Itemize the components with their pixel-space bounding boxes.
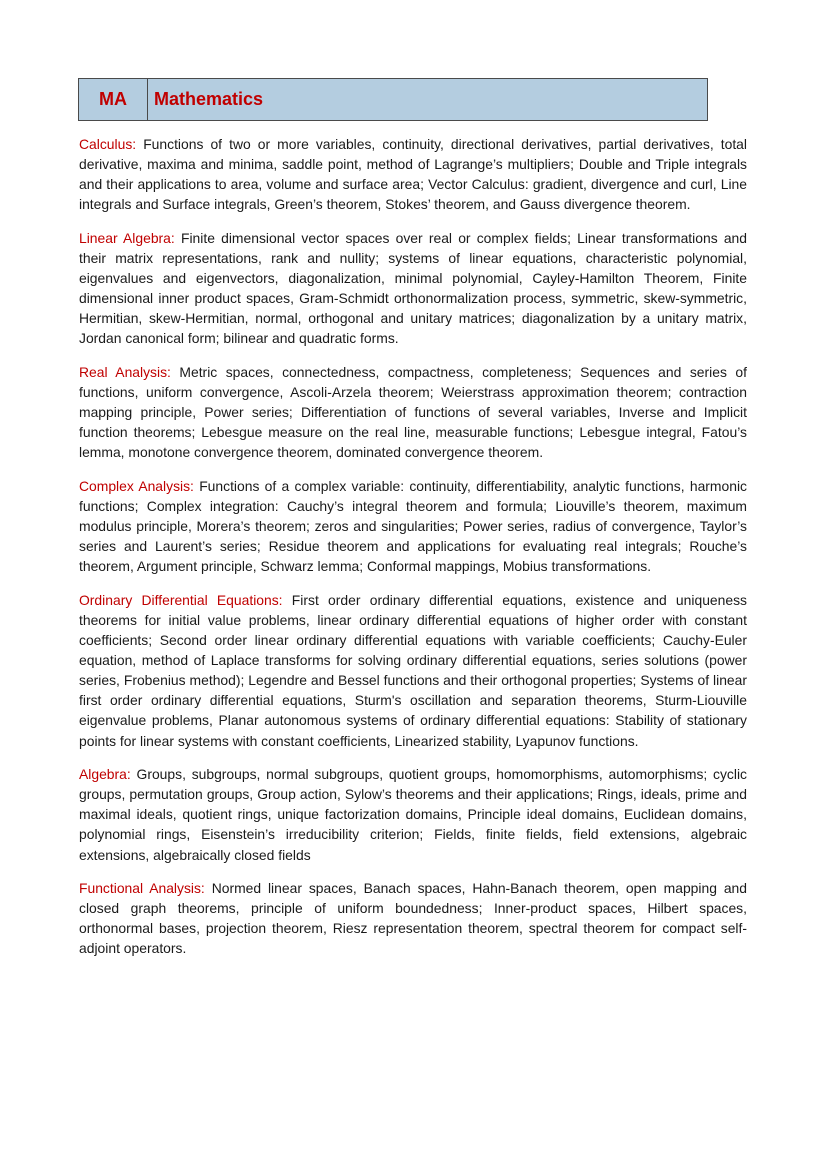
section-real-analysis bbox=[79, 362, 747, 462]
section-ode bbox=[79, 590, 747, 751]
section-text: Groups, subgroups, normal subgroups, quotient groups, homomorphisms, automorphisms; cyclic groups, permutation groups, Group action, Sylow’s theorems and their applications; Rings, ideals, prime and maximal ideals, quotient rings, unique factorization domains, Principle ideal domains, Euclidean domains, polynomial rings, Eisenstein’s irreducibility criterion; Fields, finite fields, field extensions, algebraic extensions, algebraically closed fields bbox=[79, 766, 747, 863]
section-title: Ordinary Differential Equations: bbox=[79, 591, 283, 608]
section-text: First order ordinary differential equations, existence and uniqueness theorems for initial value problems, linear ordinary differential equations of higher order with constant coefficients; Second order linear ordinary differential equations with variable coefficients; Cauchy-Euler equation, method of Laplace transforms for solving ordinary differential equations, series solutions (power series, Frobenius method); Legendre and Bessel functions and their orthogonal properties; Systems of linear first order ordinary differential equations, Sturm's oscillation and separation theorems, Sturm-Liouville eigenvalue problems, Planar autonomous systems of ordinary differential equations: Stability of stationary points for linear systems with constant coefficients, Linearized stability, Lyapunov functions. bbox=[79, 591, 747, 749]
section-text: Functions of two or more variables, continuity, directional derivatives, partial derivatives, total derivative, maxima and minima, saddle point, method of Lagrange’s multipliers; Double and Triple integrals and their applications to area, volume and surface area; Vector Calculus: gradient, divergence and curl, Line integrals and Surface integrals, Green’s theorem, Stokes’ theorem, and Gauss divergence theorem. bbox=[79, 136, 747, 213]
section-title: Calculus: bbox=[79, 136, 137, 152]
section-linear-algebra bbox=[79, 228, 747, 349]
section-title: Complex Analysis: bbox=[79, 477, 194, 494]
section-calculus bbox=[79, 134, 747, 214]
section-title: Algebra: bbox=[79, 766, 131, 783]
subject-name: Mathematics bbox=[154, 89, 264, 109]
section-title: Functional Analysis: bbox=[79, 880, 205, 897]
section-complex-analysis bbox=[79, 476, 747, 576]
section-text: Normed linear spaces, Banach spaces, Hahn-Banach theorem, open mapping and closed graph theorems, principle of uniform boundedness; Inner-product spaces, Hilbert spaces, orthonormal bases, projection theorem, Riesz representation theorem, spectral theorem for compact self-adjoint operators. bbox=[79, 880, 748, 957]
section-title: Real Analysis: bbox=[79, 363, 171, 380]
section-functional-analysis bbox=[79, 878, 747, 958]
section-algebra bbox=[79, 764, 747, 864]
subject-code: MA bbox=[79, 79, 148, 120]
section-text: Functions of a complex variable: continuity, differentiability, analytic functions, harmonic functions; Complex integration: Cauchy’s integral theorem and formula; Liouville’s theorem, maximum modulus principle, Morera’s theorem; zeros and singularities; Power series, radius of convergence, Taylor’s series and Laurent’s series; Residue theorem and applications for evaluating real integrals; Rouche’s theorem, Argument principle, Schwarz lemma; Conformal mappings, Mobius transformations. bbox=[79, 477, 747, 575]
section-text: Metric spaces, connectedness, compactness, completeness; Sequences and series of functions, uniform convergence, Ascoli-Arzela theorem; Weierstrass approximation theorem; contraction mapping principle, Power series; Differentiation of functions of several variables, Inverse and Implicit function theorems; Lebesgue measure on the real line, measurable functions; Lebesgue integral, Fatou’s lemma, monotone convergence theorem, dominated convergence theorem. bbox=[79, 363, 747, 461]
section-text: Finite dimensional vector spaces over real or complex fields; Linear transformations and their matrix representations, rank and nullity; systems of linear equations, characteristic polynomial, eigenvalues and eigenvectors, diagonalization, minimal polynomial, Cayley-Hamilton Theorem, Finite dimensional inner product spaces, Gram-Schmidt orthonormalization process, symmetric, skew-symmetric, Hermitian, skew-Hermitian, normal, orthogonal and unitary matrices; diagonalization by a unitary matrix, Jordan canonical form; bilinear and quadratic forms. bbox=[79, 229, 747, 347]
subject-header-table bbox=[78, 78, 708, 121]
syllabus-content bbox=[79, 134, 747, 972]
section-title: Linear Algebra: bbox=[79, 229, 175, 246]
